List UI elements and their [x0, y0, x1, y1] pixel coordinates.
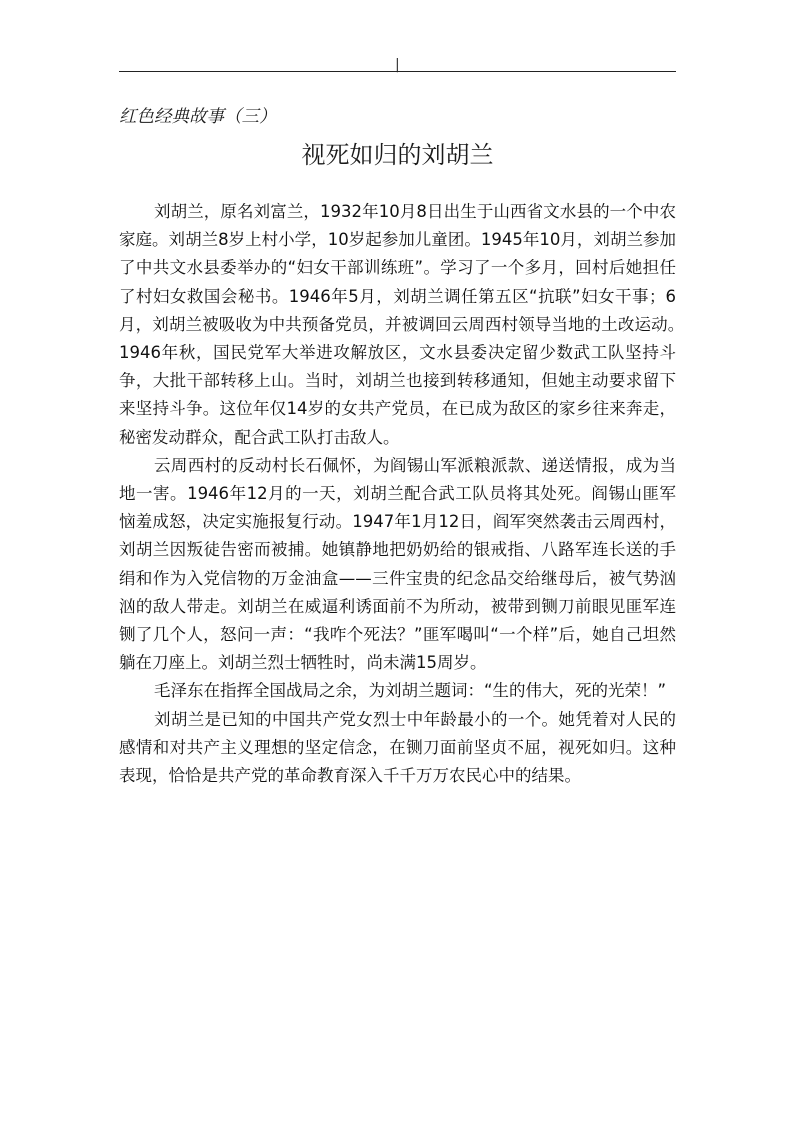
header-rule [119, 71, 676, 72]
header-mark: | [395, 57, 400, 73]
paragraph-2: 云周西村的反动村长石佩怀，为阎锡山军派粮派款、递送情报，成为当地一害。1946年12月的一天，刘胡兰配合武工队员将其处死。阎锡山匪军恼羞成怒，决定实施报复行动。1947年1月12日，阎军突然袭击云周西村，刘胡兰因叛徒告密而被捕。她镇静地把奶奶给的银戒指、八路军连长送的手绢和作为入党信物的万金油盒——三件宝贵的纪念品交给继母后，被气势汹汹的敌人带走。刘胡兰在威逼利诱面前不为所动，被带到铡刀前眼见匪军连铡了几个人，怒问一声：“我咋个死法？”匪军喝叫“一个样”后，她自己坦然躺在刀座上。刘胡兰烈士牺牲时，尚未满15周岁。 [119, 455, 676, 673]
article-body [119, 198, 709, 790]
series-title: 红色经典故事（三） [119, 107, 277, 127]
paragraph-1: 刘胡兰，原名刘富兰，1932年10月8日出生于山西省文水县的一个中农家庭。刘胡兰8岁上村小学，10岁起参加儿童团。1945年10月，刘胡兰参加了中共文水县委举办的“妇女干部训练班”。学习了一个多月，回村后她担任了村妇女救国会秘书。1946年5月，刘胡兰调任第五区“抗联”妇女干事；6月，刘胡兰被吸收为中共预备党员，并被调回云周西村领导当地的土改运动。 1946年秋，国民党军大举进攻解放区，文水县委决定留少数武工队坚持斗争，大批干部转移上山。当时，刘胡兰也接到转移通知，但她主动要求留下来坚持斗争。这位年仅14岁的女共产党员，在已成为敌区的家乡往来奔走，秘密发动群众，配合武工队打击敌人。 [119, 202, 709, 447]
page-title: 视死如归的刘胡兰 [301, 141, 494, 169]
paragraph-4: 刘胡兰是已知的中国共产党女烈士中年龄最小的一个。她凭着对人民的感情和对共产主义理想的坚定信念，在铡刀面前坚贞不屈，视死如归。这种表现，恰恰是共产党的革命教育深入千千万万农民心中的结果。 [119, 709, 676, 786]
paragraph-3: 毛泽东在指挥全国战局之余，为刘胡兰题词：“生的伟大，死的光荣！” [154, 681, 667, 701]
